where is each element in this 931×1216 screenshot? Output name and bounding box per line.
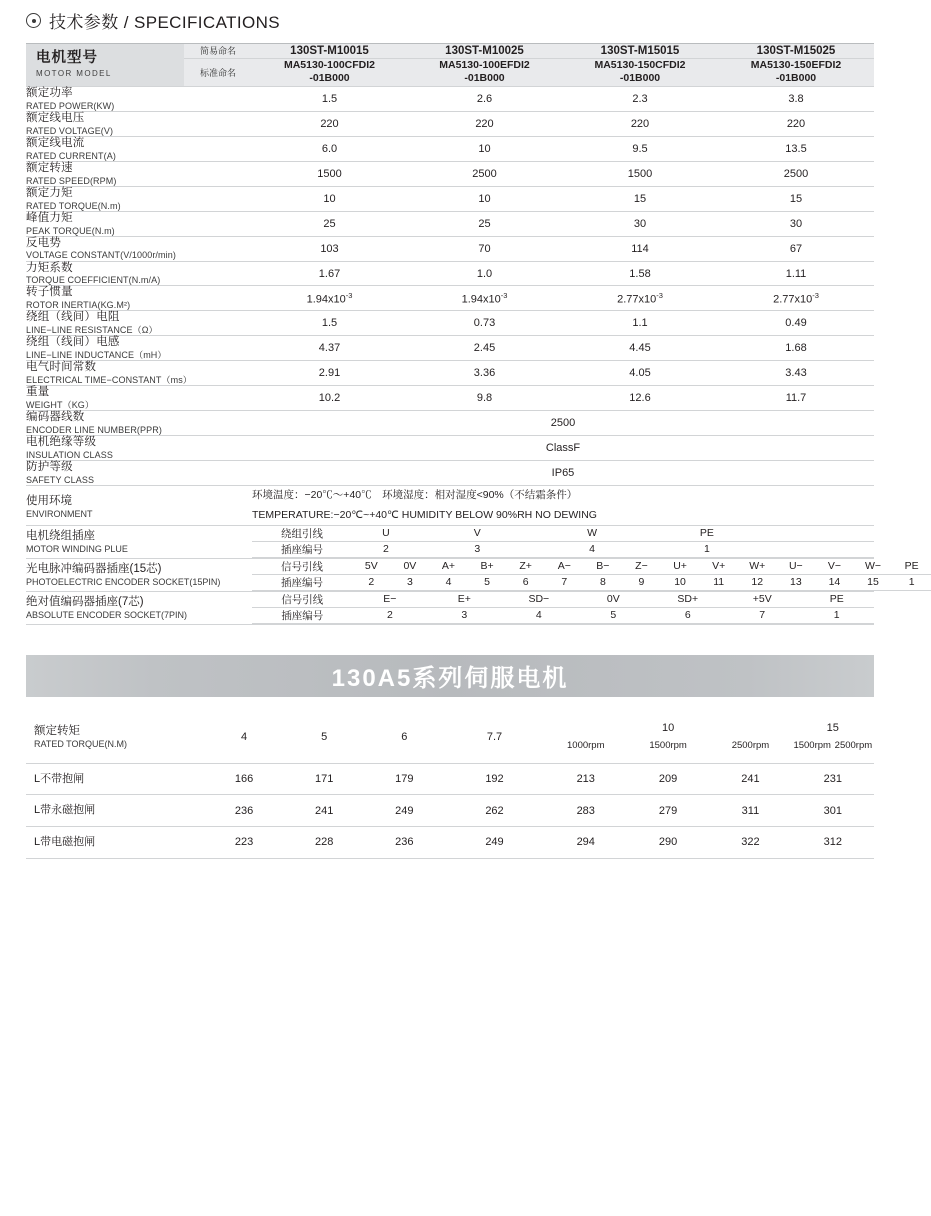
pin-cell: 3 bbox=[427, 607, 501, 623]
row-value: 15 bbox=[562, 186, 718, 211]
dimension-value: 311 bbox=[709, 795, 791, 827]
row-value: 3.43 bbox=[718, 361, 874, 386]
pin-cell: 2 bbox=[352, 574, 391, 590]
row-value: 11.7 bbox=[718, 386, 874, 411]
model-label-cn: 电机型号 bbox=[36, 50, 98, 66]
row-value: 1.68 bbox=[718, 336, 874, 361]
pin-number-row bbox=[252, 541, 874, 557]
pin-cell: 3 bbox=[391, 574, 430, 590]
pin-cell: PE bbox=[650, 526, 765, 542]
row-value: 30 bbox=[562, 211, 718, 236]
pin-cell: +5V bbox=[725, 592, 799, 608]
socket-row-photoelectric-encoder bbox=[26, 558, 874, 591]
row-label-cn: 额定力矩 bbox=[26, 186, 73, 199]
pin-cell: 2 bbox=[353, 607, 427, 623]
row-value: 220 bbox=[407, 111, 562, 136]
pin-cell: 7 bbox=[545, 574, 584, 590]
row-label-en: LINE−LINE RESISTANCE（Ω） bbox=[26, 325, 158, 336]
row-label-cn: 重量 bbox=[26, 386, 50, 399]
pin-table bbox=[252, 526, 874, 558]
row-label-en: ROTOR INERTIA(KG.M²) bbox=[26, 300, 131, 311]
row-value: 1.67 bbox=[252, 261, 407, 286]
row-value: 1.11 bbox=[718, 261, 874, 286]
row-label-cn: 绕组（线间）电阻 bbox=[26, 311, 120, 324]
pin-cell: A+ bbox=[429, 559, 468, 575]
table-row bbox=[26, 311, 874, 336]
row-value-merged: IP65 bbox=[252, 461, 874, 486]
environment-line-en: TEMPERATURE:−20℃~+40℃ HUMIDITY BELOW 90%RH NO DEWING bbox=[252, 508, 597, 521]
dimension-value: 236 bbox=[364, 826, 444, 858]
pin-cell: W− bbox=[854, 559, 893, 575]
pin-cell: PE bbox=[799, 592, 874, 608]
pin-cell: V+ bbox=[699, 559, 738, 575]
pin-cell: B− bbox=[584, 559, 623, 575]
pin-cell: 11 bbox=[699, 574, 738, 590]
row-label-en: INSULATION CLASS bbox=[26, 450, 113, 461]
pin-cell: SD+ bbox=[651, 592, 725, 608]
pin-cell: W+ bbox=[738, 559, 777, 575]
table-row bbox=[26, 261, 874, 286]
table-row bbox=[26, 436, 874, 461]
row-value: 6.0 bbox=[252, 136, 407, 161]
environment-row bbox=[26, 486, 874, 526]
row-label-cn: 力矩系数 bbox=[26, 261, 73, 274]
table-row bbox=[26, 211, 874, 236]
row-label-en: ELECTRICAL TIME−CONSTANT（ms） bbox=[26, 375, 192, 386]
pin-cell: 6 bbox=[651, 607, 725, 623]
pin-row-label: 插座编号 bbox=[252, 574, 352, 590]
row-value: 2500 bbox=[407, 161, 562, 186]
socket-row-absolute-encoder bbox=[26, 591, 874, 624]
socket-pin-block bbox=[252, 525, 874, 558]
rated-torque-label bbox=[26, 711, 204, 763]
row-value: $1.94x10^{-3}$ bbox=[407, 286, 562, 311]
dimension-value: 312 bbox=[792, 826, 874, 858]
pin-signal-row bbox=[252, 526, 874, 542]
row-value: 220 bbox=[718, 111, 874, 136]
row-label-cn: 电气时间常数 bbox=[26, 361, 97, 374]
torque-group-15-value: 15 bbox=[826, 721, 839, 734]
row-value: 1.58 bbox=[562, 261, 718, 286]
socket-pin-block bbox=[252, 558, 919, 591]
table-row bbox=[26, 795, 874, 827]
row-label bbox=[26, 236, 252, 261]
row-label-cn: 额定线电流 bbox=[26, 136, 85, 149]
row-label-cn: 额定转速 bbox=[26, 161, 73, 174]
table-row bbox=[26, 136, 874, 161]
pin-table bbox=[252, 559, 931, 591]
torque-group-10-value: 10 bbox=[661, 721, 675, 734]
pin-cell: 15 bbox=[854, 574, 893, 590]
pin-number-row bbox=[252, 607, 874, 623]
row-label bbox=[26, 161, 252, 186]
speed-label: 1000rpm bbox=[567, 740, 605, 752]
socket-row-motor-winding bbox=[26, 525, 874, 558]
circle-dot-icon bbox=[26, 13, 41, 28]
series-banner-title: 130A5系列伺服电机 bbox=[331, 665, 569, 693]
torque-col-2: 6 bbox=[364, 711, 444, 763]
pin-cell: 2 bbox=[352, 541, 420, 557]
row-label bbox=[26, 436, 252, 461]
dimension-row-label: L不带抱闸 bbox=[26, 763, 204, 795]
socket-label-cn: 光电脉冲编码器插座(15芯) bbox=[26, 562, 162, 575]
row-value: 70 bbox=[407, 236, 562, 261]
row-value: $2.77x10^{-3}$ bbox=[562, 286, 718, 311]
page-header bbox=[0, 0, 900, 43]
row-label bbox=[26, 361, 252, 386]
dimension-value: 236 bbox=[204, 795, 284, 827]
environment-text bbox=[252, 486, 874, 526]
row-label bbox=[26, 311, 252, 336]
pin-cell: 1 bbox=[892, 574, 931, 590]
environment-label-cn: 使用环境 bbox=[26, 495, 72, 508]
row-value: 9.8 bbox=[407, 386, 562, 411]
torque-group-15 bbox=[792, 711, 874, 763]
row-value: 15 bbox=[718, 186, 874, 211]
speed-label: 1500rpm bbox=[793, 740, 831, 752]
row-value: 9.5 bbox=[562, 136, 718, 161]
pin-cell: E− bbox=[353, 592, 427, 608]
speed-label: 1500rpm bbox=[649, 740, 687, 752]
speed-label: 2500rpm bbox=[834, 740, 873, 752]
simple-name-label: 简易命名 bbox=[184, 44, 252, 58]
pin-row-label: 信号引线 bbox=[252, 559, 352, 575]
model-label-cell bbox=[26, 44, 184, 86]
row-value: 2500 bbox=[718, 161, 874, 186]
row-value: 10 bbox=[407, 186, 562, 211]
pin-cell: 12 bbox=[738, 574, 777, 590]
environment-label-en: ENVIRONMENT bbox=[26, 509, 93, 520]
dimension-value: 262 bbox=[444, 795, 544, 827]
model-simple-1: 130ST-M10025 bbox=[407, 44, 562, 58]
row-label-en: PEAK TORQUE(N.m) bbox=[26, 225, 115, 236]
row-value: 2.45 bbox=[407, 336, 562, 361]
row-value: 220 bbox=[562, 111, 718, 136]
row-value: 30 bbox=[718, 211, 874, 236]
row-label bbox=[26, 411, 252, 436]
pin-table bbox=[252, 592, 874, 624]
row-value: 1.5 bbox=[252, 311, 407, 336]
model-standard-0: MA5130-100CFDI2 -01B000 bbox=[252, 58, 407, 86]
row-value-merged: 2500 bbox=[252, 411, 874, 436]
dimension-value: 279 bbox=[627, 795, 709, 827]
model-standard-1: MA5130-100EFDI2 -01B000 bbox=[407, 58, 562, 86]
row-value: 10 bbox=[252, 186, 407, 211]
model-standard-2: MA5130-150CFDI2 -01B000 bbox=[562, 58, 718, 86]
pin-cell: 4 bbox=[502, 607, 576, 623]
row-label-cn: 额定线电压 bbox=[26, 111, 85, 124]
row-value: 4.45 bbox=[562, 336, 718, 361]
row-value: 2.3 bbox=[562, 86, 718, 111]
row-value: 12.6 bbox=[562, 386, 718, 411]
model-label-en: MOTOR MODEL bbox=[36, 68, 112, 78]
dimension-value: 213 bbox=[545, 763, 627, 795]
row-value: 13.5 bbox=[718, 136, 874, 161]
row-label-en: VOLTAGE CONSTANT(V/1000r/min) bbox=[26, 250, 176, 261]
pin-signal-row bbox=[252, 559, 931, 575]
pin-cell: 1 bbox=[799, 607, 874, 623]
table-row bbox=[26, 286, 874, 311]
row-value: 10 bbox=[407, 136, 562, 161]
pin-cell: 0V bbox=[576, 592, 650, 608]
dimension-value: 166 bbox=[204, 763, 284, 795]
dimension-value: 231 bbox=[792, 763, 874, 795]
socket-label-cn: 绝对值编码器插座(7芯) bbox=[26, 595, 144, 608]
table-row bbox=[26, 336, 874, 361]
speed-label: 2500rpm bbox=[731, 740, 770, 752]
environment-line-cn: 环境温度：−20℃～+40℃ 环境湿度：相对湿度<90%（不结霜条件） bbox=[252, 489, 578, 502]
torque-col-3: 7.7 bbox=[444, 711, 544, 763]
dimension-value: 322 bbox=[709, 826, 791, 858]
pin-cell: 13 bbox=[777, 574, 816, 590]
pin-cell: B+ bbox=[468, 559, 507, 575]
row-label-en: TORQUE COEFFICIENT(N.m/A) bbox=[26, 275, 161, 286]
row-label-en: LINE−LINE INDUCTANCE（mH） bbox=[26, 350, 167, 361]
row-label-cn: 电机绝缘等级 bbox=[26, 436, 97, 449]
row-label bbox=[26, 211, 252, 236]
dimension-value: 283 bbox=[545, 795, 627, 827]
pin-signal-row bbox=[252, 592, 874, 608]
pin-cell: 6 bbox=[506, 574, 545, 590]
row-label-cn: 防护等级 bbox=[26, 461, 73, 474]
row-value: 67 bbox=[718, 236, 874, 261]
socket-label-en: ABSOLUTE ENCODER SOCKET(7PIN) bbox=[26, 609, 188, 620]
row-label bbox=[26, 336, 252, 361]
dimension-value: 294 bbox=[545, 826, 627, 858]
model-simple-2: 130ST-M15015 bbox=[562, 44, 718, 58]
row-value: $2.77x10^{-3}$ bbox=[718, 286, 874, 311]
row-label-en: ENCODER LINE NUMBER(PPR) bbox=[26, 425, 162, 436]
model-simple-0: 130ST-M10015 bbox=[252, 44, 407, 58]
dimension-row-label: L带电磁抱闸 bbox=[26, 826, 204, 858]
specification-table-wrapper bbox=[26, 43, 919, 625]
row-label-cn: 额定功率 bbox=[26, 86, 73, 99]
series-banner bbox=[26, 655, 874, 697]
dimension-value: 209 bbox=[627, 763, 709, 795]
dimension-value: 249 bbox=[444, 826, 544, 858]
pin-cell: 8 bbox=[584, 574, 623, 590]
row-label-cn: 转子惯量 bbox=[26, 286, 73, 299]
row-label bbox=[26, 186, 252, 211]
row-label-cn: 反电势 bbox=[26, 236, 62, 249]
dimension-row-label: L带永磁抱闸 bbox=[26, 795, 204, 827]
page-title: 技术参数 / SPECIFICATIONS bbox=[49, 13, 280, 32]
pin-cell: 5 bbox=[576, 607, 650, 623]
pin-cell: 1 bbox=[650, 541, 765, 557]
row-value: 1500 bbox=[252, 161, 407, 186]
pin-cell: U bbox=[352, 526, 420, 542]
torque-col-1: 5 bbox=[284, 711, 364, 763]
dimension-value: 241 bbox=[284, 795, 364, 827]
pin-cell-empty bbox=[764, 526, 874, 542]
table-row bbox=[26, 361, 874, 386]
model-standard-3: MA5130-150EFDI2 -01B000 bbox=[718, 58, 874, 86]
pin-cell: A− bbox=[545, 559, 584, 575]
row-value: 114 bbox=[562, 236, 718, 261]
row-label bbox=[26, 286, 252, 311]
table-row bbox=[26, 161, 874, 186]
dimension-value: 241 bbox=[709, 763, 791, 795]
torque-group-10 bbox=[545, 711, 792, 763]
pin-cell: 4 bbox=[535, 541, 650, 557]
table-row bbox=[26, 236, 874, 261]
row-label-en: RATED TORQUE(N.m) bbox=[26, 200, 121, 211]
pin-cell-empty bbox=[764, 541, 874, 557]
row-label bbox=[26, 261, 252, 286]
pin-cell: U− bbox=[777, 559, 816, 575]
row-value: 3.36 bbox=[407, 361, 562, 386]
table-row bbox=[26, 86, 874, 111]
dimension-value: 171 bbox=[284, 763, 364, 795]
table-row bbox=[26, 186, 874, 211]
table-row bbox=[26, 763, 874, 795]
rated-torque-label-en: RATED TORQUE(N.M) bbox=[34, 738, 128, 749]
pin-cell: V bbox=[420, 526, 535, 542]
socket-label bbox=[26, 591, 252, 624]
pin-cell: Z+ bbox=[506, 559, 545, 575]
dimension-table-wrapper bbox=[26, 711, 874, 859]
dimension-value: 249 bbox=[364, 795, 444, 827]
socket-label-en: PHOTOELECTRIC ENCODER SOCKET(15PIN) bbox=[26, 576, 221, 587]
row-value: 2.6 bbox=[407, 86, 562, 111]
row-label-en: RATED POWER(KW) bbox=[26, 100, 115, 111]
socket-pin-block bbox=[252, 591, 874, 624]
table-row bbox=[26, 461, 874, 486]
pin-cell: PE bbox=[892, 559, 931, 575]
table-row bbox=[26, 111, 874, 136]
socket-label-cn: 电机绕组插座 bbox=[26, 529, 95, 542]
row-value-merged: ClassF bbox=[252, 436, 874, 461]
row-label bbox=[26, 386, 252, 411]
row-value: 103 bbox=[252, 236, 407, 261]
pin-number-row bbox=[252, 574, 931, 590]
pin-row-label: 插座编号 bbox=[252, 541, 352, 557]
table-row bbox=[26, 386, 874, 411]
pin-cell: 3 bbox=[420, 541, 535, 557]
pin-row-label: 插座编号 bbox=[252, 607, 353, 623]
dimension-value: 301 bbox=[792, 795, 874, 827]
pin-cell: 14 bbox=[815, 574, 854, 590]
row-label-en: RATED CURRENT(A) bbox=[26, 150, 116, 161]
socket-label bbox=[26, 558, 252, 591]
row-value: 10.2 bbox=[252, 386, 407, 411]
row-label-cn: 峰值力矩 bbox=[26, 211, 73, 224]
pin-row-label: 信号引线 bbox=[252, 592, 353, 608]
pin-cell: 5 bbox=[468, 574, 507, 590]
row-value: 1500 bbox=[562, 161, 718, 186]
row-label-cn: 绕组（线间）电感 bbox=[26, 336, 120, 349]
pin-cell: W bbox=[535, 526, 650, 542]
row-value: $1.94x10^{-3}$ bbox=[252, 286, 407, 311]
pin-cell: SD− bbox=[502, 592, 576, 608]
model-simple-3: 130ST-M15025 bbox=[718, 44, 874, 58]
row-value: 1.1 bbox=[562, 311, 718, 336]
row-label-en: RATED SPEED(RPM) bbox=[26, 175, 117, 186]
row-value: 1.0 bbox=[407, 261, 562, 286]
row-value: 1.5 bbox=[252, 86, 407, 111]
specification-table bbox=[26, 44, 919, 625]
row-label-cn: 编码器线数 bbox=[26, 411, 85, 424]
row-label bbox=[26, 86, 252, 111]
row-value: 4.05 bbox=[562, 361, 718, 386]
row-value: 0.49 bbox=[718, 311, 874, 336]
row-label-en: RATED VOLTAGE(V) bbox=[26, 125, 114, 136]
dimension-table bbox=[26, 711, 874, 859]
row-label bbox=[26, 461, 252, 486]
table-row bbox=[26, 826, 874, 858]
torque-col-0: 4 bbox=[204, 711, 284, 763]
pin-cell: U+ bbox=[661, 559, 700, 575]
row-value: 2.91 bbox=[252, 361, 407, 386]
dimension-value: 228 bbox=[284, 826, 364, 858]
pin-cell: 9 bbox=[622, 574, 661, 590]
socket-label bbox=[26, 525, 252, 558]
pin-row-label: 绕组引线 bbox=[252, 526, 352, 542]
rated-torque-label-cn: 额定转矩 bbox=[34, 724, 80, 737]
dimension-value: 223 bbox=[204, 826, 284, 858]
row-label bbox=[26, 111, 252, 136]
pin-cell: 0V bbox=[391, 559, 430, 575]
dimension-value: 179 bbox=[364, 763, 444, 795]
row-label-en: SAFETY CLASS bbox=[26, 475, 95, 486]
row-value: 4.37 bbox=[252, 336, 407, 361]
row-value: 25 bbox=[407, 211, 562, 236]
row-label-en: WEIGHT（KG） bbox=[26, 400, 94, 411]
socket-label-en: MOTOR WINDING PLUE bbox=[26, 543, 128, 554]
model-header-row bbox=[26, 44, 874, 58]
pin-cell: 4 bbox=[429, 574, 468, 590]
row-value: 3.8 bbox=[718, 86, 874, 111]
row-value: 25 bbox=[252, 211, 407, 236]
pin-cell: V− bbox=[815, 559, 854, 575]
row-value: 220 bbox=[252, 111, 407, 136]
dimension-header-row bbox=[26, 711, 874, 763]
pin-cell: 5V bbox=[352, 559, 391, 575]
pin-cell: 10 bbox=[661, 574, 700, 590]
row-label bbox=[26, 136, 252, 161]
standard-name-label: 标准命名 bbox=[184, 58, 252, 86]
pin-cell: 7 bbox=[725, 607, 799, 623]
row-value: 0.73 bbox=[407, 311, 562, 336]
table-row bbox=[26, 411, 874, 436]
pin-cell: E+ bbox=[427, 592, 501, 608]
dimension-value: 290 bbox=[627, 826, 709, 858]
pin-cell: Z− bbox=[622, 559, 661, 575]
environment-label bbox=[26, 486, 252, 526]
dimension-value: 192 bbox=[444, 763, 544, 795]
